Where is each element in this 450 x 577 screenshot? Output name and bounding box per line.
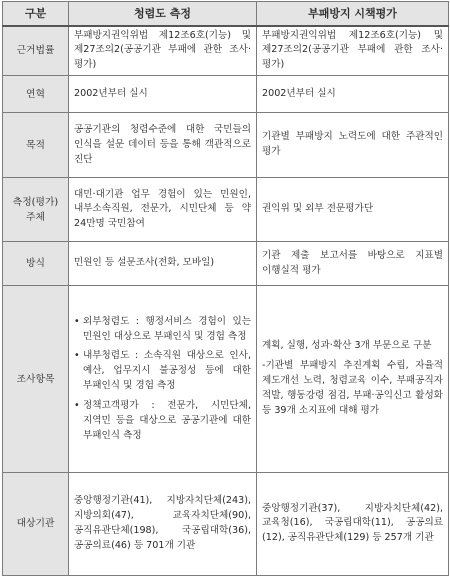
table-header-row: [3, 2, 449, 26]
evaluation-indicators: -기관별 부패방지 추진계획 수립, 자율적 제도개선 노력, 청렴교육 이수, 부패공직자 적발, 행동강령 점검, 부패·공익신고 활성화 등 39개 소지표에 대해 평가: [262, 360, 443, 416]
cell-targets-evaluation: 중앙행정기관(37), 지방자치단체(42), 교육청(16), 국공립대학(11), 공공의료(12), 공직유관단체(129) 등 257개 기관: [257, 472, 449, 575]
row-label-items: 조사항목: [3, 286, 69, 472]
bullet-dot: •: [74, 399, 80, 411]
comparison-table: [2, 1, 449, 576]
list-item-text: 외부청렴도 : 행정서비스 경험이 있는 민원인 대상으로 부패인식 및 경험 측정: [83, 315, 251, 342]
comparison-table-container: [2, 1, 448, 576]
cell-law-integrity: 부패방지권익위법 제12조6호(기능) 및 제27조의2(공공기관 부패에 관한 조사·평가): [69, 26, 257, 76]
list-item: [74, 399, 251, 444]
row-label-targets: 대상기관: [3, 472, 69, 575]
table-row: [3, 76, 449, 113]
cell-purpose-integrity: 공공기관의 청렴수준에 대한 국민들의 인식을 설문 데이터 등을 통해 객관적으로 진단: [69, 113, 257, 178]
header-category: 구분: [3, 2, 69, 26]
header-anticorruption-evaluation: 부패방지 시책평가: [257, 2, 449, 26]
cell-method-evaluation: 기관 제출 보고서를 바탕으로 지표별 이행실적 평가: [257, 242, 449, 286]
table-row: [3, 178, 449, 242]
list-item-text: 내부청렴도 : 소속직원 대상으로 인사, 예산, 업무지시 불공정성 등에 대한 부패인식 및 경험 측정: [83, 350, 251, 392]
cell-purpose-evaluation: 기관별 부패방지 노력도에 대한 주관적인 평가: [257, 113, 449, 178]
row-label-purpose: 목적: [3, 113, 69, 178]
table-row: [3, 286, 449, 472]
cell-subject-evaluation: 권익위 및 외부 전문평가단: [257, 178, 449, 242]
cell-history-evaluation: 2002년부터 실시: [257, 76, 449, 113]
row-label-method: 방식: [3, 242, 69, 286]
table-row: [3, 242, 449, 286]
list-item: [74, 349, 251, 394]
row-label-history: 연혁: [3, 76, 69, 113]
row-label-subject: 측정(평가) 주체: [3, 178, 69, 242]
cell-targets-integrity: 중앙행정기관(41), 지방자치단체(243), 지방의회(47), 교육자치단체(90), 공직유관단체(198), 국공립대학(36), 공공의료(46) 등 701개 기관: [69, 472, 257, 575]
list-item: [74, 315, 251, 345]
cell-law-evaluation: 부패방지권익위법 제12조6호(기능) 및 제27조의2(공공기관 부패에 관한 조사·평가): [257, 26, 449, 76]
table-row: [3, 113, 449, 178]
evaluation-sectors: 계획, 실행, 성과·확산 3개 부문으로 구분: [262, 340, 432, 352]
row-label-law: 근거법률: [3, 26, 69, 76]
bullet-dot: •: [74, 315, 80, 327]
table-row: [3, 472, 449, 575]
cell-items-evaluation: [257, 286, 449, 472]
table-row: [3, 26, 449, 76]
cell-method-integrity: 민원인 등 설문조사(전화, 모바일): [69, 242, 257, 286]
cell-subject-integrity: 대민·대기관 업무 경험이 있는 민원인, 내부소속직원, 전문가, 시민단체 등 약 24만명 국민참여: [69, 178, 257, 242]
header-integrity-assessment: 청렴도 측정: [69, 2, 257, 26]
cell-items-integrity: [69, 286, 257, 472]
list-item-text: 정책고객평가 : 전문가, 시민단체, 지역민 등을 대상으로 공공기관에 대한 부패인식 측정: [83, 399, 251, 441]
cell-history-integrity: 2002년부터 실시: [69, 76, 257, 113]
survey-items-list: [74, 315, 251, 444]
bullet-dot: •: [74, 350, 80, 362]
